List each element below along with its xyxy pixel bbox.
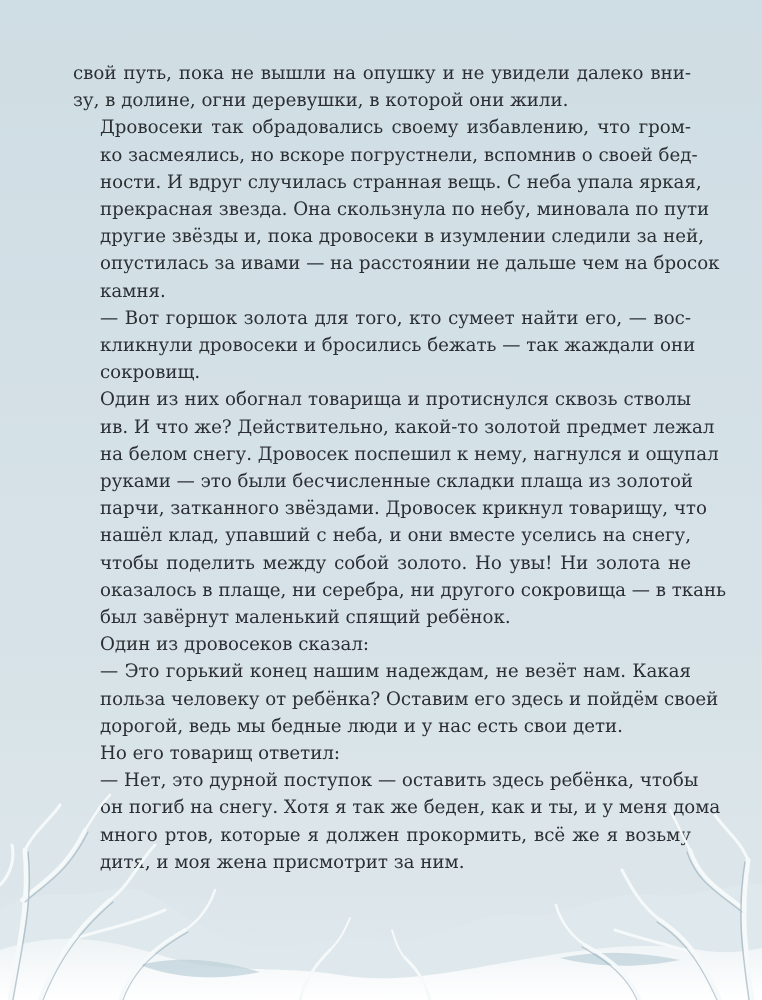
text-line: польза человеку от ребёнка? Оставим его здесь и пойдём своей [100, 688, 719, 710]
text-line: кликнули дровосеки и бросились бежать — так жаждали они [100, 335, 696, 357]
text-line: на белом снегу. Дровосек поспешил к нему, нагнулся и ощупал [100, 443, 719, 465]
text-line: парчи, затканного звёздами. Дровосек крикнул товарищу, что [100, 498, 707, 520]
text-line: руками — это были бесчисленные складки плаща из золотой [100, 471, 694, 493]
text-line: чтобы поделить между собой золото. Но увы! Ни золота не [100, 552, 691, 574]
paragraph-5 [73, 631, 691, 658]
snowy-bushes-icon [0, 790, 762, 1000]
story-text [73, 60, 727, 876]
text-line: прекрасная звезда. Она скользнула по небу, миновала по пути [100, 199, 710, 221]
text-line: Один из дровосеков сказал: [100, 634, 370, 656]
text-line: он погиб на снегу. Хотя я так же беден, как и ты, и у меня дома [100, 797, 721, 819]
paragraph-3 [73, 305, 696, 387]
text-line: ности. И вдруг случилась странная вещь. С неба упала яркая, [100, 171, 702, 193]
text-line: камня. [100, 280, 166, 302]
text-line: ив. И что же? Действительно, какой-то золотой предмет лежал [100, 416, 715, 438]
text-line: другие звёзды и, пока дровосеки в изумлении следили за ней, [100, 226, 704, 248]
text-line: нашёл клад, упавший с неба, и они вместе уселись на снегу, [100, 525, 691, 547]
paragraph-7 [73, 740, 691, 767]
text-line: — Вот горшок золота для того, кто сумеет найти его, — вос- [100, 307, 691, 329]
text-line: опустилась за ивами — на расстоянии не дальше чем на бросок [100, 253, 720, 275]
text-line: — Нет, это дурной поступок — оставить здесь ребёнка, чтобы [100, 770, 699, 792]
text-line: зу, в долине, огни деревушки, в которой они жили. [73, 90, 569, 112]
text-line: свой путь, пока не вышли на опушку и не увидели далеко вни- [73, 63, 691, 84]
text-line: оказалось в плаще, ни серебра, ни другого сокровища — в ткань [100, 579, 727, 601]
text-line: — Это горький конец нашим надеждам, не везёт нам. Какая [100, 661, 691, 683]
paragraph-1 [73, 60, 691, 114]
text-line: был завёрнут маленький спящий ребёнок. [100, 607, 511, 629]
text-line: Но его товарищ ответил: [100, 743, 341, 765]
text-line: Дровосеки так обрадовались своему избавлению, что гром- [100, 117, 691, 139]
paragraph-2 [73, 114, 720, 304]
paragraph-4 [73, 386, 727, 631]
text-line: ко засмеялись, но вскоре погрустнели, вспомнив о своей бед- [100, 144, 698, 166]
text-line: много ртов, которые я должен прокормить, всё же я возьму [100, 824, 691, 846]
text-line: дитя, и моя жена присмотрит за ним. [100, 851, 465, 873]
text-line: сокровищ. [100, 362, 201, 384]
text-line: дорогой, ведь мы бедные люди и у нас есть свои дети. [100, 715, 623, 737]
text-line: Один из них обогнал товарища и протиснулся сквозь стволы [100, 389, 691, 411]
paragraph-6 [73, 658, 719, 740]
